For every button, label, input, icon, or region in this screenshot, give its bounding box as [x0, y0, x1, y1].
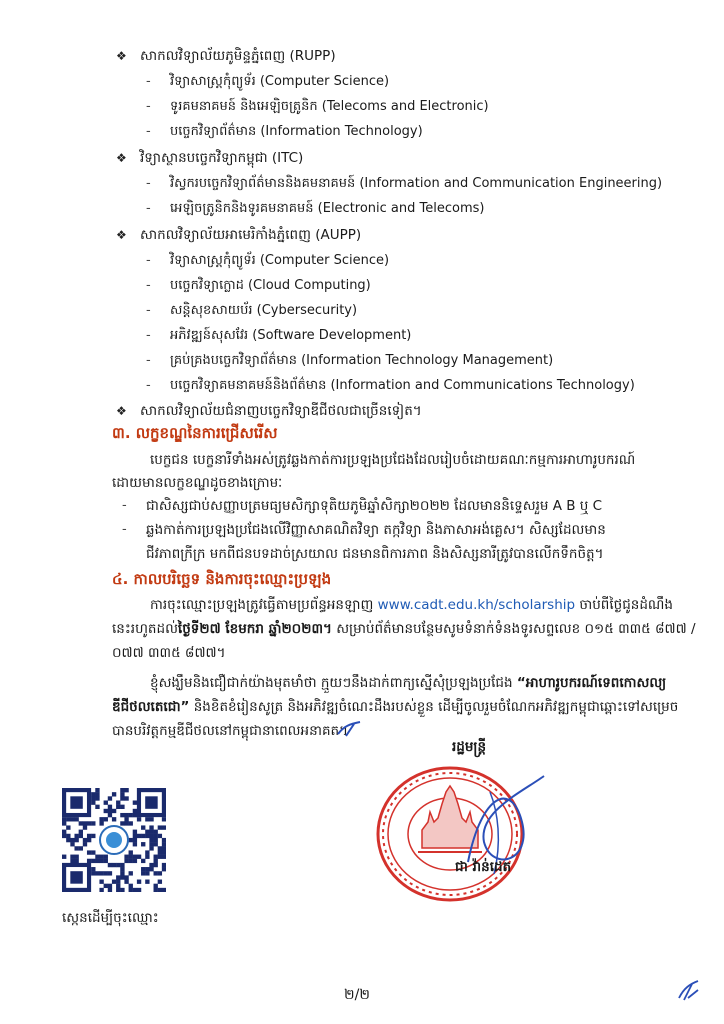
- dash-icon: -: [146, 99, 151, 114]
- deadline-date: ថ្ងៃទី២៧ ខែមករា ឆ្នាំ២០២៣។: [177, 621, 332, 637]
- criteria-2-line2: ជីវភាពក្រីក្រ មកពីជនបទដាច់ស្រយាល ជនមានពិការភាព និងសិស្សនារីត្រូវបានលើកទឹកចិត្ត។: [146, 546, 604, 562]
- section-3-intro-line2: ដោយមានលក្ខខណ្ឌដូចខាងក្រោមៈ: [112, 475, 283, 491]
- dash-icon: -: [146, 328, 151, 343]
- section-3-intro-line1: បេក្ខជន បេក្ខនារីទាំងអស់ត្រូវឆ្លងកាត់ការប្រឡងប្រជែងដែលរៀបចំដោយគណៈកម្មការអាហារូបករណ៍: [150, 452, 636, 468]
- signatory-title: រដ្ឋមន្ត្រី: [452, 739, 487, 755]
- registration-text: ការចុះឈ្មោះប្រឡងត្រូវធ្វើតាមប្រព័ន្ធអនឡាញ: [150, 597, 374, 613]
- criteria-1: ជាសិស្សជាប់សញ្ញាបត្រមធ្យមសិក្សាទុតិយភូមិឆ្នាំសិក្សា២០២២ ដែលមាននិទ្ទេសរួម A B ឬ C: [146, 498, 603, 514]
- registration-text: នេះរហូតដល់: [112, 621, 178, 637]
- initial-mark-icon: [676, 978, 702, 1004]
- qr-caption: ស្កេនដើម្បីចុះឈ្មោះ: [62, 910, 159, 926]
- closing-text: ខ្ញុំសង្ឃឹមនិងជឿជាក់យ៉ាងមុតមាំថា ក្មួយៗនឹងដាក់ពាក្យស្នើសុំប្រឡងប្រជែង: [150, 675, 513, 691]
- qr-code-icon: [62, 788, 166, 892]
- program-item: គ្រប់គ្រងបច្ចេកវិទ្យាព័ត៌មាន (Information Technology Management): [170, 353, 554, 368]
- section-4-heading: ៤. កាលបរិច្ឆេទ និងការចុះឈ្មោះប្រឡង: [112, 570, 332, 588]
- program-item: វិទ្យាសាស្ត្រកុំព្យូទ័រ (Computer Science): [170, 253, 390, 268]
- closing-text: និងខិតខំរៀនសូត្រ និងអភិវឌ្ឍចំណេះដឹងរបស់ខ្លួន ដើម្បីចូលរួមចំណែកអភិវឌ្ឍកម្ពុជាឆ្ពោះទៅសម្រេច: [193, 699, 679, 715]
- university-itc: វិទ្យាស្ថានបច្ចេកវិទ្យាកម្ពុជា (ITC): [140, 150, 304, 166]
- registration-qr-code[interactable]: [62, 788, 166, 892]
- scholarship-name: “អាហារូបករណ៍ទេពកោសល្យ: [516, 675, 667, 691]
- program-item: អភិវឌ្ឍន៍សុសវែរ (Software Development): [170, 328, 412, 343]
- scholarship-name-cont: ឌីជីថលតេជោ”: [112, 699, 190, 715]
- bullet-diamond-icon: ❖: [116, 228, 127, 242]
- dash-icon: -: [122, 522, 127, 537]
- program-item: វិទ្យាសាស្ត្រកុំព្យូទ័រ (Computer Science): [170, 74, 390, 89]
- closing-line2: [112, 698, 678, 718]
- program-item: ទូរគមនាគមន៍ និងអេឡិចត្រូនិក (Telecoms and Electronic): [170, 99, 489, 114]
- university-aupp: សាកលវិទ្យាល័យអាមេរិកាំងភ្នំពេញ (AUPP): [140, 227, 362, 243]
- dash-icon: -: [146, 176, 151, 191]
- dash-icon: -: [146, 74, 151, 89]
- scholarship-link[interactable]: www.cadt.edu.kh/scholarship: [377, 597, 576, 613]
- registration-line1: [150, 596, 673, 616]
- program-item: បច្ចេកវិទ្យាគមនាគមន៍និងព័ត៌មាន (Information and Communications Technology): [170, 378, 635, 393]
- registration-line2: [112, 620, 696, 640]
- page-number: ២/២: [344, 987, 370, 1003]
- contact-text: សម្រាប់ព័ត៌មានបន្ថែមសូមទំនាក់ទំនងទូរសព្ទលេខ ០១៥ ៣៣៥ ៨៧៧ /: [336, 621, 696, 637]
- registration-text: ចាប់ពីថ្ងៃជូនដំណឹង: [579, 597, 673, 613]
- dash-icon: -: [146, 201, 151, 216]
- university-others: សាកលវិទ្យាល័យជំនាញបច្ចេកវិទ្យាឌីជីថលជាច្រើនទៀត។: [140, 403, 422, 419]
- dash-icon: -: [146, 278, 151, 293]
- dash-icon: -: [146, 378, 151, 393]
- bullet-diamond-icon: ❖: [116, 404, 127, 418]
- official-seal-icon: [372, 752, 552, 914]
- contact-phone-line: ០៧៧ ៣៣៥ ៨៧៧។: [112, 645, 226, 661]
- dash-icon: -: [146, 303, 151, 318]
- closing-line3: បានបរិវត្តកម្មឌីជីថលនៅកម្ពុជានាពេលអនាគត។: [112, 723, 348, 739]
- dash-icon: -: [146, 124, 151, 139]
- initial-mark-icon: [336, 720, 362, 740]
- program-item: បច្ចេកវិទ្យាព័ត៌មាន (Information Technology): [170, 124, 423, 139]
- program-item: អេឡិចត្រូនិកនិងទូរគមនាគមន៍ (Electronic and Telecoms): [170, 201, 485, 216]
- criteria-2-line1: ឆ្លងកាត់ការប្រឡងប្រជែងលើវិញ្ញាសាគណិតវិទ្យា តក្កវិទ្យា និងភាសាអង់គ្លេស។ សិស្សដែលមាន: [146, 522, 606, 538]
- closing-line1: [150, 674, 666, 694]
- bullet-diamond-icon: ❖: [116, 49, 127, 63]
- dash-icon: -: [122, 498, 127, 513]
- program-item: បច្ចេកវិទ្យាក្លោដ (Cloud Computing): [170, 278, 371, 293]
- signatory-name: ជា វ៉ាន់ដេត: [455, 859, 512, 875]
- university-rupp: សាកលវិទ្យាល័យភូមិន្ទភ្នំពេញ (RUPP): [140, 48, 336, 64]
- program-item: វិស្វករបច្ចេកវិទ្យាព័ត៌មាននិងគមនាគមន៍ (Information and Communication Engineering): [170, 176, 663, 191]
- section-3-heading: ៣. លក្ខខណ្ឌនៃការជ្រើសរើស: [112, 424, 278, 442]
- program-item: សន្តិសុខសាយប័រ (Cybersecurity): [170, 303, 358, 318]
- bullet-diamond-icon: ❖: [116, 151, 127, 165]
- dash-icon: -: [146, 253, 151, 268]
- dash-icon: -: [146, 353, 151, 368]
